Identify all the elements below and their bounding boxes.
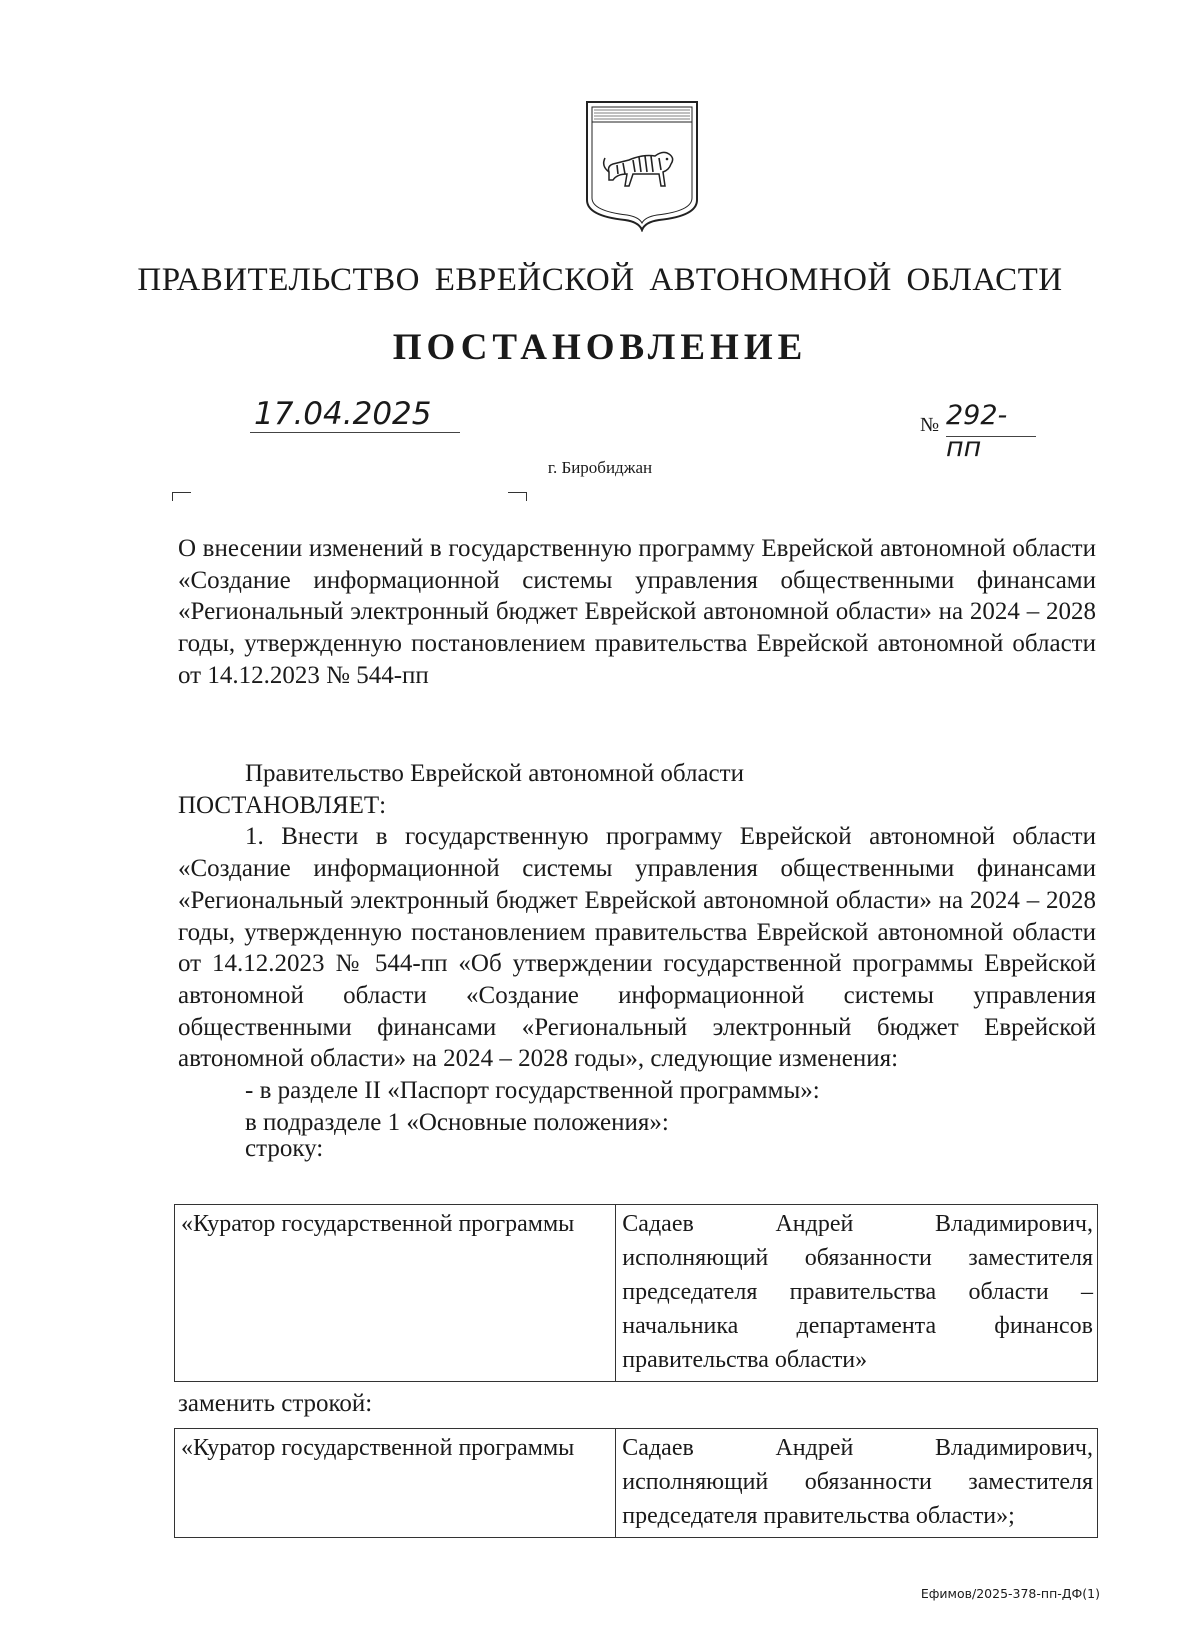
document-date: 17.04.2025 — [250, 395, 460, 433]
emblem-tiger-icon — [585, 100, 699, 232]
emblem — [585, 100, 699, 232]
section-text: - в разделе II «Паспорт государственной программы»: — [245, 1077, 820, 1105]
table-row — [175, 1429, 1098, 1538]
decree-word: ПОСТАНОВЛЯЕТ: — [178, 791, 387, 819]
number-sign: № — [920, 414, 940, 436]
subject-text: О внесении изменений в государственную программу Еврейской автономной области «Создание информационной системы управления общественными финансами «Региональный электронный бюджет Еврейской автономной области» на 2024 – 2028 годы, утвержденную постановлением правительства Еврейской автономной области от 14.12.2023 № 544-пп — [178, 535, 1096, 689]
new-row-value: Садаев Андрей Владимирович, исполняющий обязанности заместителя председателя правительства области»; — [616, 1429, 1098, 1538]
old-row-table — [174, 1204, 1098, 1382]
document-number-block — [920, 400, 1120, 463]
item-1-text: 1. Внести в государственную программу Еврейской автономной области «Создание информационной системы управления общественными финансами «Региональный электронный бюджет Еврейской автономной области» на 2024 – 2028 годы, утвержденную постановлением правительства Еврейской автономной области от 14.12.2023 № 544-пп «Об утверждении государственной программы Еврейской автономной области «Создание информационной системы управления общественными финансами «Региональный электронный бюджет Еврейской автономной области» на 2024 – 2028 годы», следующие изменения: — [178, 823, 1096, 1073]
city: г. Биробиджан — [547, 458, 653, 477]
subject-bracket-right — [508, 492, 527, 501]
document-subject — [178, 533, 1096, 692]
row-label: строку: — [245, 1135, 324, 1163]
new-row-table — [174, 1428, 1098, 1538]
replace-label: заменить строкой: — [178, 1390, 373, 1417]
old-row-label: «Куратор государственной программы — [175, 1205, 616, 1382]
footer-code: Ефимов/2025-378-пп-ДФ(1) — [920, 1586, 1100, 1601]
new-row-label: «Куратор государственной программы — [175, 1429, 616, 1538]
document-body — [178, 758, 1096, 1163]
table-row — [175, 1205, 1098, 1382]
subject-bracket-left — [172, 492, 191, 501]
document-type: ПОСТАНОВЛЕНИЕ — [392, 327, 808, 368]
document-number: 292-пп — [946, 400, 1036, 437]
government-title: ПРАВИТЕЛЬСТВО ЕВРЕЙСКОЙ АВТОНОМНОЙ ОБЛАСТИ — [137, 262, 1063, 298]
subsection-text: в подразделе 1 «Основные положения»: — [245, 1108, 669, 1136]
intro-text: Правительство Еврейской автономной области — [245, 760, 744, 787]
old-row-value: Садаев Андрей Владимирович, исполняющий обязанности заместителя председателя правительства области – начальника департамента финансов правительства области» — [616, 1205, 1098, 1382]
